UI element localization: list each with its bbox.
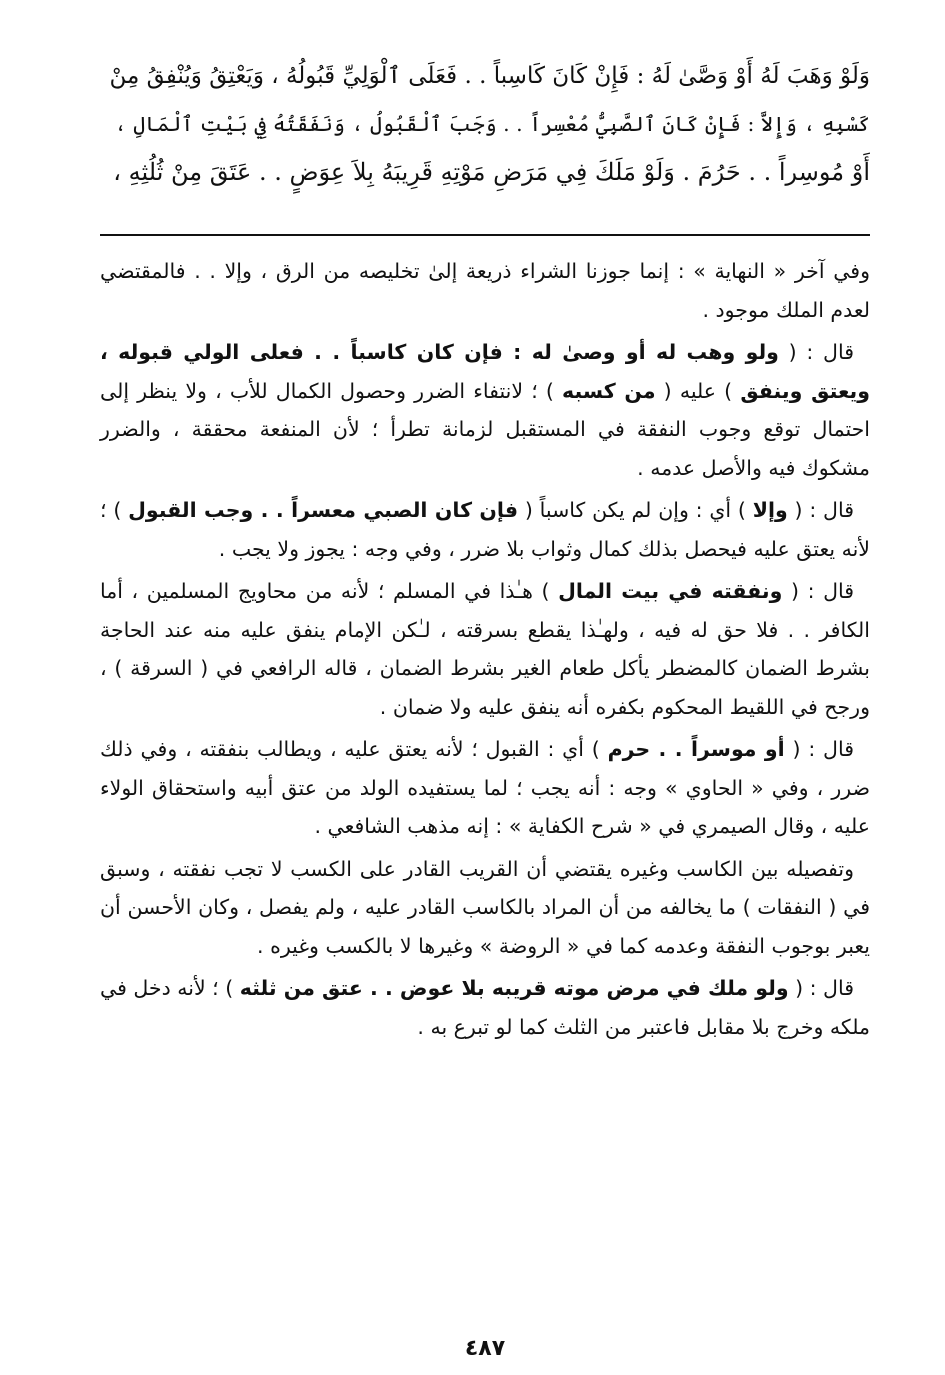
commentary-paragraph bbox=[100, 730, 870, 846]
quoted-matn: ولو وهب له أو وصىٰ له : فإن كان كاسباً . . فعلى الولي قبوله ، ويعتق وينفق bbox=[100, 340, 870, 403]
matn-text-block bbox=[100, 52, 870, 196]
paragraph-text: ) ؛ لانتفاء الضرر وحصول الكمال للأب ، ولا ينظر إلى احتمال توقع وجوب النفقة في المستقبل لزمانة تطرأ ؛ لأن المنفعة محققة ، والضرر مشكوك فيه والأصل عدمه . bbox=[100, 378, 870, 480]
paragraph-text: ) هـٰذا في المسلم ؛ لأنه من محاويج المسلمين ، أما الكافر . . فلا حق له فيه ، ولهـٰذا يقطع بسرقته ، لـٰكن الإمام ينفق عليه منه عند الحاجة بشرط الضمان كالمضطر يأكل طعام الغير بشرط الضمان ، قاله الرافعي في ( السرقة ) ، ورجح في اللقيط المحكوم بكفره أنه ينفق عليه ولا ضمان . bbox=[100, 579, 870, 719]
paragraph-text: قال : ( bbox=[787, 498, 855, 522]
page-number: ٤٨٧ bbox=[464, 1336, 506, 1361]
paragraph-text: قال : ( bbox=[778, 340, 854, 364]
quoted-matn: وإلا bbox=[752, 498, 788, 522]
matn-line: كَسْبِهِ ، وَإِلاَّ : فَإِنْ كَانَ ٱلصَّبِيُّ مُعْسِراً . . وَجَبَ ٱلْقَبُولُ ، وَنَفَقَتُهُ فِي بَيْتِ ٱلْمَالِ ، bbox=[114, 112, 870, 136]
paragraph-text: قال : ( bbox=[788, 976, 854, 1000]
paragraph-text: ) أي : القبول ؛ لأنه يعتق عليه ، ويطالب بنفقته ، وفي ذلك ضرر ، وفي « الحاوي » وجه : أنه يجب ؛ لما يستفيده الولد من عتق أبيه واستحقاق الولاء عليه ، وقال الصيمري في « شرح الكفاية » : إنه مذهب الشافعي . bbox=[100, 737, 870, 838]
commentary-paragraph bbox=[100, 572, 870, 726]
paragraph-text: وفي آخر « النهاية » : إنما جوزنا الشراء ذريعة إلىٰ تخليصه من الرق ، وإلا . . فالمقتضي لعدم الملك موجود . bbox=[100, 259, 870, 322]
paragraph-text: ) عليه ( bbox=[655, 378, 741, 403]
quoted-matn: ونفقته في بيت المال bbox=[558, 579, 783, 603]
quoted-matn: ولو ملك في مرض موته قريبه بلا عوض . . عتق من ثلثه bbox=[239, 976, 789, 1000]
matn-line: وَلَوْ وَهَبَ لَهُ أَوْ وَصَّىٰ لَهُ : فَإِنْ كَانَ كَاسِباً . . فَعَلَى ٱلْوَلِيِّ قَبُولُهُ ، وَيَعْتِقُ وَيُنْفِقُ مِنْ bbox=[109, 63, 870, 89]
commentary-paragraph bbox=[100, 969, 870, 1046]
quoted-matn: من كسبه bbox=[562, 378, 656, 403]
commentary-paragraph bbox=[100, 252, 870, 329]
paragraph-text: ) ؛ لأنه دخل في ملكه وخرج بلا مقابل فاعتبر من الثلث كما لو تبرع به . bbox=[100, 976, 870, 1039]
quoted-matn: فإن كان الصبي معسراً . . وجب القبول bbox=[128, 498, 519, 522]
book-page bbox=[100, 52, 870, 1361]
paragraph-text: ) ؛ لأنه يعتق عليه فيحصل بذلك كمال وثواب بلا ضرر ، وفي وجه : يجوز ولا يجب . bbox=[100, 498, 870, 561]
paragraph-text: ) أي : وإن لم يكن كاسباً ( bbox=[518, 498, 753, 522]
commentary-paragraph bbox=[100, 333, 870, 487]
paragraph-text: قال : ( bbox=[782, 579, 855, 603]
matn-line: أَوْ مُوسِراً . . حَرُمَ . وَلَوْ مَلَكَ فِي مَرَضِ مَوْتِهِ قَرِيبَهُ بِلاَ عِوَضٍ . . عَتَقَ مِنْ ثُلُثِهِ ، bbox=[113, 158, 870, 186]
commentary-paragraph bbox=[100, 491, 870, 568]
commentary-paragraph bbox=[100, 850, 870, 966]
matn-separator-line bbox=[100, 234, 870, 236]
commentary-block bbox=[100, 252, 870, 1050]
paragraph-text: قال : ( bbox=[784, 737, 854, 761]
paragraph-text: وتفصيله بين الكاسب وغيره يقتضي أن القريب القادر على الكسب لا تجب نفقته ، وسبق في ( النفقات ) ما يخالفه من أن المراد بالكاسب القادر عليه ، ولم يفصل ، وكان الأحسن أن يعبر بوجوب النفقة وعدمه كما في « الروضة » وغيرها لا بالكسب وغيره . bbox=[100, 856, 870, 958]
quoted-matn: أو موسراً . . حرم bbox=[607, 737, 785, 761]
